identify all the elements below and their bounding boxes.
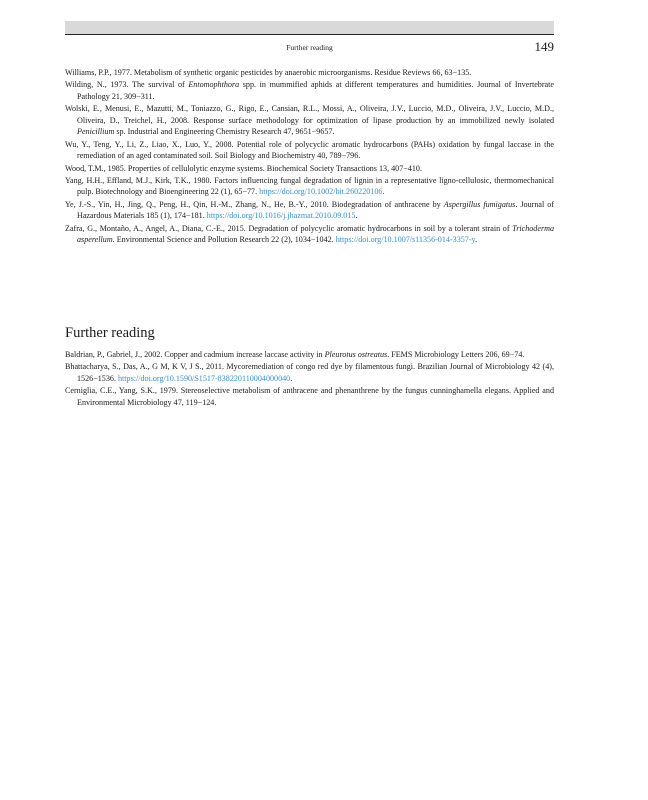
reference-entry — [65, 385, 554, 408]
reference-text: Baldrian, P., Gabriel, J., 2002. Copper and cadmium increase laccase activity in — [65, 350, 325, 359]
reference-text: Bhattacharya, S., Das, A., G M, K V, J S., 2011. Mycoremediation of congo red dye by filamentous fungi. Brazilian Journal of Microbiology 42 (4), 1526−1536. — [65, 362, 554, 383]
reference-text: sp. Industrial and Engineering Chemistry Research 47, 9651−9657. — [114, 127, 335, 137]
reference-text: . Journal of Hazardous Materials 185 (1), 174−181. — [77, 199, 555, 221]
italic-term: Entomophthora — [188, 80, 240, 90]
header-bar — [65, 21, 554, 34]
reference-text: . — [475, 235, 478, 245]
reference-text: Williams, P.P., 1977. Metabolism of synthetic organic pesticides by anaerobic microorganisms. Residue Reviews 66, 63−135. — [65, 68, 472, 77]
reference-text: Wu, Y., Teng, Y., Li, Z., Liao, X., Luo, Y., 2008. Potential role of polycyclic aromatic hydrocarbons (PAHs) oxidation by fungal laccase in the remediation of an aged contaminated soil. Soil Biology and Biochemistry 40, 789−796. — [65, 139, 554, 161]
italic-term: Trichoderma asperellum — [77, 223, 554, 245]
reference-text: Cerniglia, C.E., Yang, S.K., 1979. Stereoselective metabolism of anthracene and phenanthrene by the fungus cunninghamella elegans. Applied and Environmental Microbiology 47, 119−124. — [65, 386, 554, 407]
reference-entry — [65, 199, 554, 222]
reference-text: . — [355, 211, 358, 221]
reference-text: Wilding, N., 1973. The survival of — [65, 80, 189, 90]
italic-term: Penicillium — [77, 127, 115, 137]
reference-text: Zafra, G., Montaño, A., Angel, A., Diana, C.-E., 2015. Degradation of polycyclic aromatic hydrocarbons in soil by a tolerant strain of — [65, 223, 513, 233]
reference-entry — [65, 139, 554, 162]
doi-link[interactable]: https://doi.org/10.1007/s11356-014-3357-y — [335, 235, 476, 245]
reference-text: . Environmental Science and Pollution Research 22 (2), 1034−1042. — [112, 235, 336, 245]
reference-text: . — [290, 373, 293, 383]
doi-link[interactable]: https://doi.org/10.1016/j.jhazmat.2010.09.015 — [206, 211, 356, 221]
reference-entry — [65, 67, 554, 79]
reference-entry — [65, 349, 554, 361]
reference-text: . FEMS Microbiology Letters 206, 69−74. — [387, 350, 525, 359]
page-number: 149 — [534, 39, 554, 54]
reference-text: Wood, T.M., 1985. Properties of cellulolytic enzyme systems. Biochemical Society Transactions 13, 407−410. — [65, 163, 422, 173]
reference-entry — [65, 175, 554, 198]
reference-entry — [65, 163, 554, 175]
doi-link[interactable]: https://doi.org/10.1590/S1517-838220110004000040 — [118, 373, 291, 383]
running-title: Further reading — [286, 43, 333, 52]
reference-text: Yang, H.H., Effland, M.J., Kirk, T.K., 1980. Factors influencing fungal degradation of lignin in a representative ligno-cellulosic, thermomechanical pulp. Biotechnology and Bioengineering 22 (1), 65−77. — [65, 175, 554, 197]
italic-term: Aspergillus fumigatus — [443, 199, 516, 209]
reference-entry — [65, 103, 554, 138]
reference-text: Ye, J.-S., Yin, H., Jing, Q., Peng, H., Qin, H.-M., Zhang, N., He, B.-Y., 2010. Biodegradation of anthracene by — [65, 199, 444, 209]
reference-entry — [65, 79, 554, 102]
further-reading-heading: Further reading — [65, 325, 155, 341]
reference-text: . — [382, 187, 385, 197]
reference-list — [65, 67, 554, 246]
reference-entry — [65, 361, 554, 384]
italic-term: Pleurotus ostreatus — [324, 350, 388, 359]
reference-entry — [65, 223, 554, 246]
running-head — [65, 40, 554, 58]
reference-text: Wolski, E., Menusi, E., Mazutti, M., Toniazzo, G., Rigo, E., Cansian, R.L., Mossi, A., Oliveira, J.V., Luccio, M.D., Oliveira, J.V., Luccio, M.D., Oliveira, D., Treichel, H., 2008. Response surface methodology for optimization of lipase production by an immobilized newly isolated — [65, 104, 554, 125]
reference-text: spp. in mummified aphids at different temperatures and humidities. Journal of Invertebrate Pathology 21, 309−311. — [77, 80, 554, 101]
header-rule — [65, 34, 554, 35]
doi-link[interactable]: https://doi.org/10.1002/bit.260220106 — [259, 187, 383, 197]
further-reading-list — [65, 349, 554, 409]
